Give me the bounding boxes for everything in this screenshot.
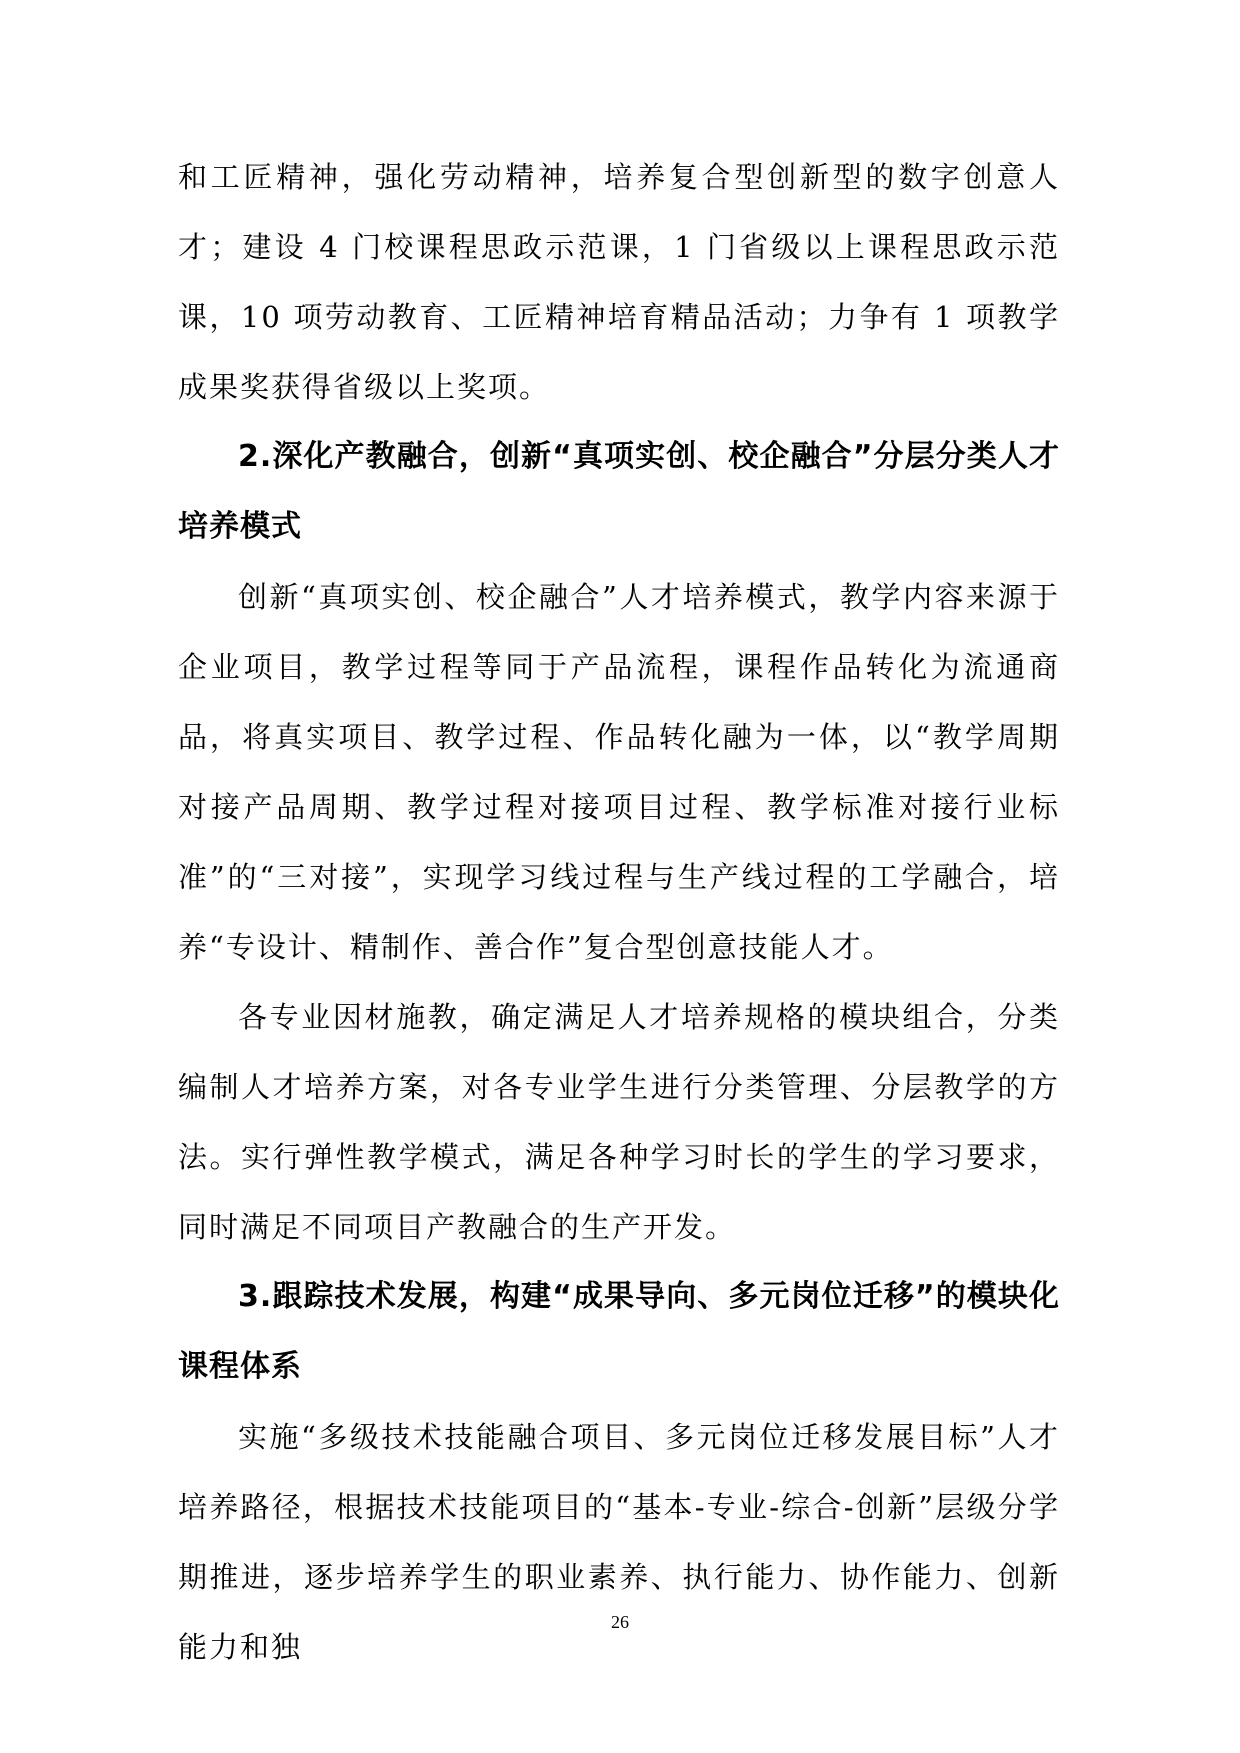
paragraph-continuation: 和工匠精神，强化劳动精神，培养复合型创新型的数字创意人才；建设 4 门校课程思政示范课，1 门省级以上课程思政示范课，10 项劳动教育、工匠精神培育精品活动；力争有 1 项教学成果奖获得省级以上奖项。	[178, 160, 1060, 404]
paragraph-training-path: 实施“多级技术技能融合项目、多元岗位迁移发展目标”人才培养路径，根据技术技能项目的“基本-专业-综合-创新”层级分学期推进，逐步培养学生的职业素养、执行能力、协作能力、创新能力和独	[178, 1420, 1060, 1664]
paragraph-talent-model: 创新“真项实创、校企融合”人才培养模式，教学内容来源于企业项目，教学过程等同于产品流程，课程作品转化为流通商品，将真实项目、教学过程、作品转化融为一体，以“教学周期对接产品周期、教学过程对接项目过程、教学标准对接行业标准”的“三对接”，实现学习线过程与生产线过程的工学融合，培养“专设计、精制作、善合作”复合型创意技能人才。	[178, 580, 1060, 964]
section-heading-3: 3.跟踪技术发展，构建“成果导向、多元岗位迁移”的模块化课程体系	[178, 1279, 1060, 1384]
page-body	[178, 142, 1060, 1682]
page-number: 26	[611, 1612, 629, 1632]
section-heading-2: 2.深化产教融合，创新“真项实创、校企融合”分层分类人才培养模式	[178, 439, 1060, 544]
paragraph-tiered-teaching: 各专业因材施教，确定满足人才培养规格的模块组合，分类编制人才培养方案，对各专业学生进行分类管理、分层教学的方法。实行弹性教学模式，满足各种学习时长的学生的学习要求，同时满足不同项目产教融合的生产开发。	[178, 1000, 1060, 1244]
